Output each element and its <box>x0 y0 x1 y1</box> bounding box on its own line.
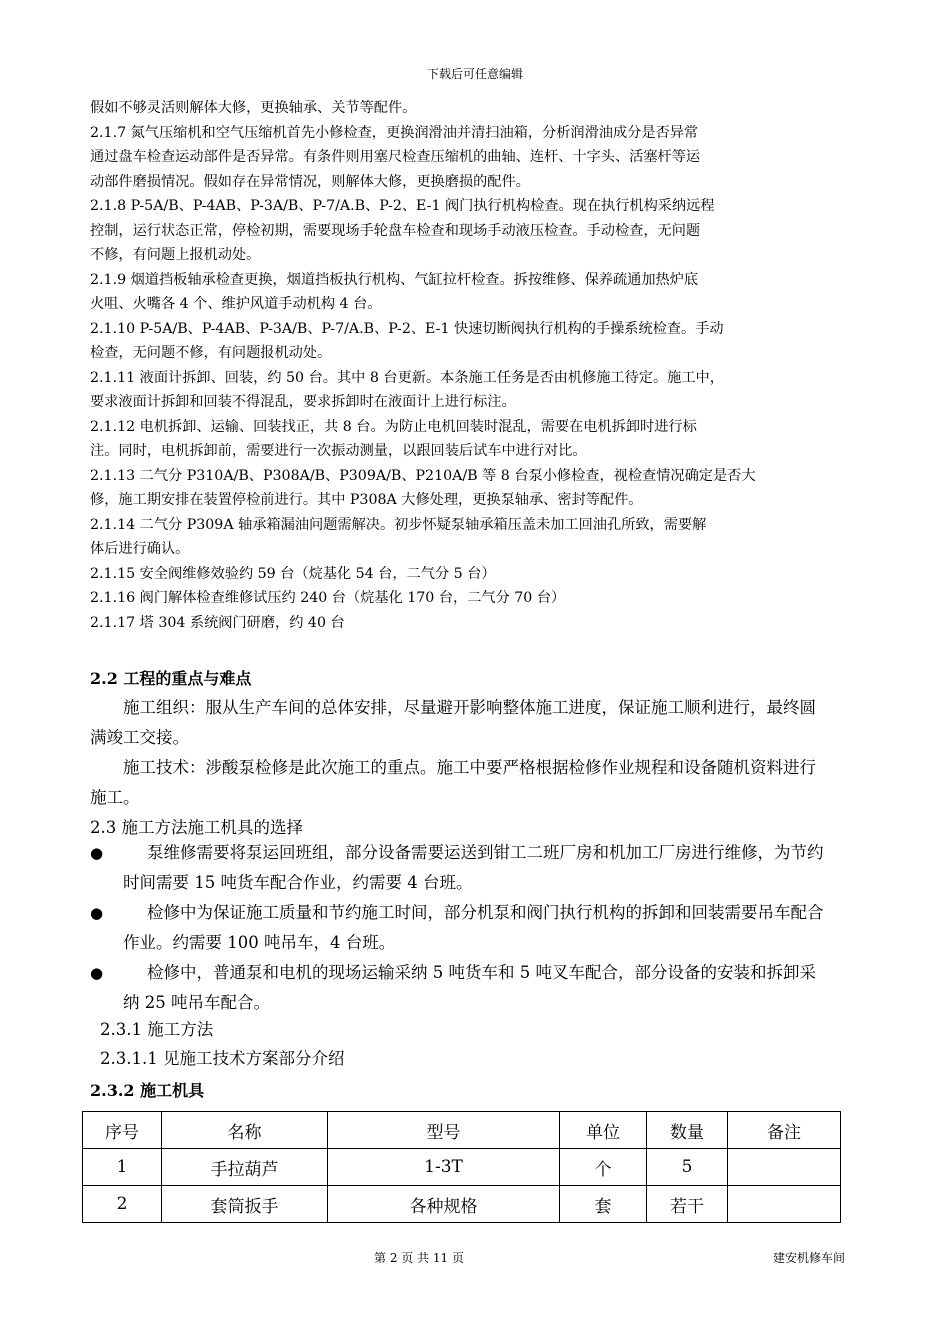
bullet-icon: ● <box>90 964 104 982</box>
bullet-text: 泵维修需要将泵运回班组，部分设备需要运送到钳工二班厂房和机加工厂房进行维修，为节约时间需要 15 吨货车配合作业，约需要 4 台班。 <box>123 843 824 892</box>
bullet-item <box>90 838 830 898</box>
list-line: 检查，无问题不修，有问题报机动处。 <box>90 345 332 361</box>
table-cell: 手拉葫芦 <box>162 1149 328 1186</box>
list-line: 2.1.15 安全阀维修效验约 59 台（烷基化 54 台，二气分 5 台） <box>90 565 496 582</box>
bullet-text: 检修中为保证施工质量和节约施工时间，部分机泵和阀门执行机构的拆卸和回装需要吊车配合作业。约需要 100 吨吊车，4 台班。 <box>123 903 824 952</box>
section-heading-2-3-2: 2.3.2 施工机具 <box>90 1081 205 1100</box>
paragraph-organization: 施工组织：服从生产车间的总体安排，尽量避开影响整体施工进度，保证施工顺利进行，最终圆满竣工交接。 <box>90 698 816 747</box>
table-cell: 1 <box>83 1149 162 1186</box>
table-cell: 若干 <box>647 1186 728 1223</box>
table-row <box>83 1186 841 1223</box>
column-header: 型号 <box>328 1112 560 1149</box>
list-line: 火咀、火嘴各 4 个、维护风道手动机构 4 台。 <box>90 296 382 312</box>
list-line: 控制，运行状态正常，停检初期，需要现场手轮盘车检查和现场手动液压检查。手动检查，无问题 <box>90 222 701 239</box>
list-line: 2.1.11 液面计拆卸、回装，约 50 台。其中 8 台更新。本条施工任务是否由机修施工待定。施工中， <box>90 369 724 386</box>
bullet-icon: ● <box>90 844 104 862</box>
table-cell <box>728 1186 841 1223</box>
footer-unit: 建安机修车间 <box>773 1251 846 1265</box>
list-line: 体后进行确认。 <box>90 541 190 557</box>
list-line: 要求液面计拆卸和回装不得混乱，要求拆卸时在液面计上进行标注。 <box>90 394 516 410</box>
section-2-2-body <box>90 693 830 813</box>
bullet-item <box>90 958 830 1018</box>
column-header: 数量 <box>647 1112 728 1149</box>
tools-table <box>82 1111 841 1223</box>
list-line: 2.1.10 P-5A/B、P-4AB、P-3A/B、P-7/A.B、P-2、E-1 快速切断阀执行机构的手操系统检查。手动 <box>90 320 724 337</box>
table-cell: 套 <box>560 1186 647 1223</box>
table-row <box>83 1149 841 1186</box>
list-line: 通过盘车检查运动部件是否异常。有条件则用塞尺检查压缩机的曲轴、连杆、十字头、活塞杆等运 <box>90 149 701 165</box>
table-cell: 个 <box>560 1149 647 1186</box>
item-list <box>90 96 830 635</box>
list-line: 2.1.9 烟道挡板轴承检查更换，烟道挡板执行机构、气缸拉杆检查。拆按维修、保养疏通加热炉底 <box>90 271 699 288</box>
subsection-2-3-1: 2.3.1 施工方法 <box>100 1020 214 1039</box>
bullet-text: 检修中，普通泵和电机的现场运输采纳 5 吨货车和 5 吨叉车配合，部分设备的安装和拆卸采纳 25 吨吊车配合。 <box>123 963 816 1012</box>
list-line: 2.1.13 二气分 P310A/B、P308A/B、P309A/B、P210A/B 等 8 台泵小修检查，视检查情况确定是否大 <box>90 467 756 484</box>
table-cell: 1-3T <box>328 1149 560 1186</box>
page-header: 下载后可任意编辑 <box>426 67 523 81</box>
column-header: 备注 <box>728 1112 841 1149</box>
bullet-icon: ● <box>90 904 104 922</box>
section-heading-2-3: 2.3 施工方法施工机具的选择 <box>90 818 303 837</box>
column-header: 单位 <box>560 1112 647 1149</box>
table-cell: 各种规格 <box>328 1186 560 1223</box>
column-header: 序号 <box>83 1112 162 1149</box>
table-header-row <box>83 1112 841 1149</box>
subsection-2-3-1-1: 2.3.1.1 见施工技术方案部分介绍 <box>100 1049 345 1068</box>
section-heading-2-2: 2.2 工程的重点与难点 <box>90 669 252 688</box>
list-line: 动部件磨损情况。假如存在异常情况，则解体大修，更换磨损的配件。 <box>90 173 530 190</box>
column-header: 名称 <box>162 1112 328 1149</box>
list-line: 假如不够灵活则解体大修，更换轴承、关节等配件。 <box>90 100 417 116</box>
list-line: 2.1.17 塔 304 系统阀门研磨，约 40 台 <box>90 614 345 631</box>
tools-table-wrapper <box>82 1111 841 1223</box>
page-number: 第 2 页 共 11 页 <box>374 1251 464 1265</box>
list-line: 修，施工期安排在装置停检前进行。其中 P308A 大修处理，更换泵轴承、密封等配件。 <box>90 492 643 508</box>
list-line: 2.1.16 阀门解体检查维修试压约 240 台（烷基化 170 台，二气分 70 台） <box>90 590 566 606</box>
list-line: 不修，有问题上报机动处。 <box>90 247 261 263</box>
list-line: 注。同时，电机拆卸前，需要进行一次振动测量，以跟回装后试车中进行对比。 <box>90 443 587 459</box>
list-line: 2.1.12 电机拆卸、运输、回装找正，共 8 台。为防止电机回装时混乱，需要在电机拆卸时进行标 <box>90 418 697 435</box>
table-cell: 5 <box>647 1149 728 1186</box>
table-cell: 2 <box>83 1186 162 1223</box>
list-line: 2.1.7 氮气压缩机和空气压缩机首先小修检查，更换润滑油并清扫油箱，分析润滑油成分是否异常 <box>90 124 699 141</box>
table-cell: 套筒扳手 <box>162 1186 328 1223</box>
table-cell <box>728 1149 841 1186</box>
list-line: 2.1.14 二气分 P309A 轴承箱漏油问题需解决。初步怀疑泵轴承箱压盖未加工回油孔所致，需要解 <box>90 516 707 533</box>
paragraph-technology: 施工技术：涉酸泵检修是此次施工的重点。施工中要严格根据检修作业规程和设备随机资料进行施工。 <box>90 758 816 807</box>
bullet-item <box>90 898 830 958</box>
list-line: 2.1.8 P-5A/B、P-4AB、P-3A/B、P-7/A.B、P-2、E-1 阀门执行机构检查。现在执行机构采纳远程 <box>90 198 715 214</box>
